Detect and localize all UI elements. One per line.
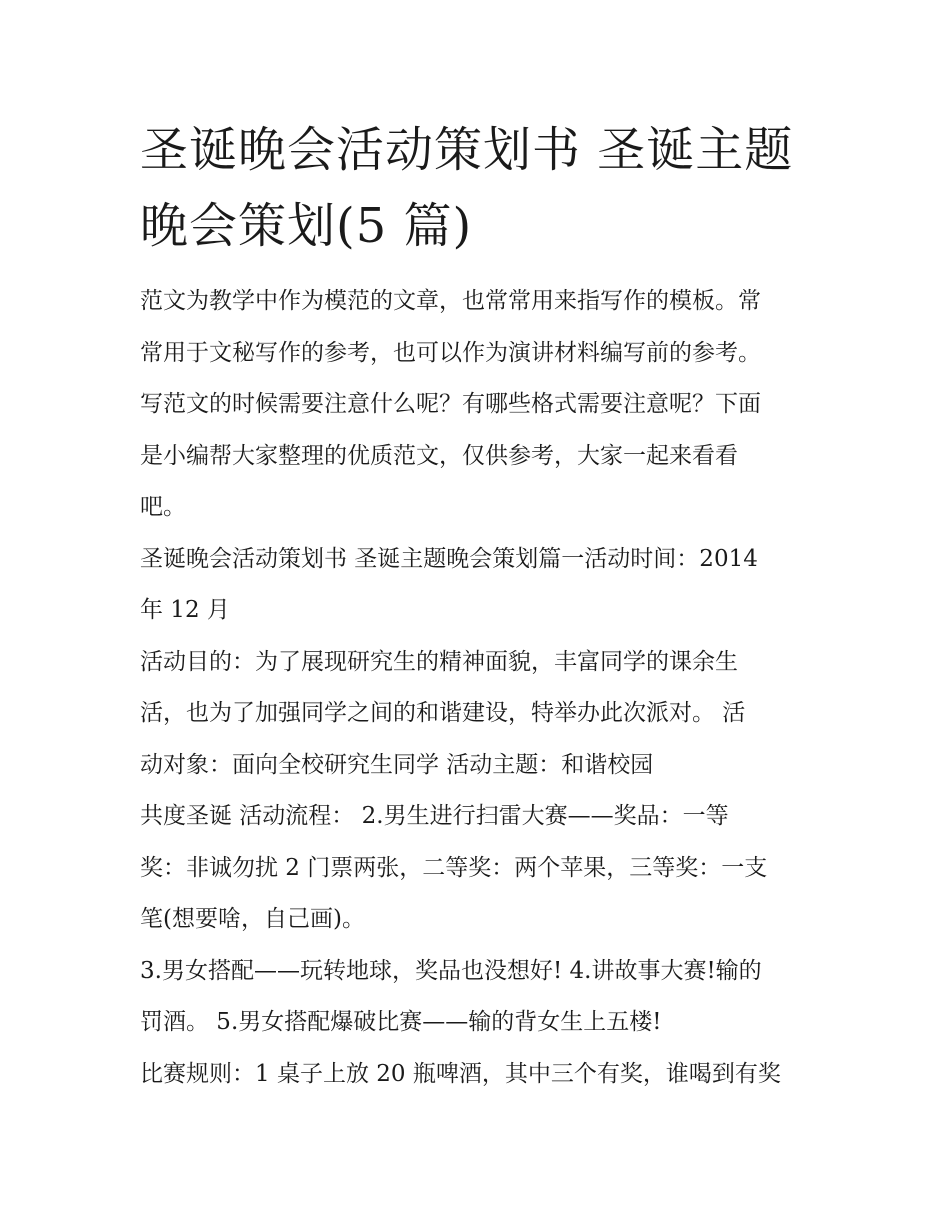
body-line: 笔(想要啥，自己画)。 xyxy=(140,906,365,932)
body-line: 罚酒。 5.男女搭配爆破比赛——输的背女生上五楼! xyxy=(140,1009,662,1035)
body-line: 活，也为了加强同学之间的和谐建设，特举办此次派对。 活 xyxy=(140,700,746,726)
body-line: 比赛规则：1 桌子上放 20 瓶啤酒，其中三个有奖，谁喝到有奖 xyxy=(140,1060,781,1087)
body-line: 是小编帮大家整理的优质范文，仅供参考，大家一起来看看 xyxy=(140,442,738,469)
title-line: 晚会策划(5 篇) xyxy=(140,198,473,254)
body-line: 动对象：面向全校研究生同学 活动主题：和谐校园 xyxy=(140,751,654,778)
body-line: 吧。 xyxy=(140,494,186,520)
body-line: 年 12 月 xyxy=(140,597,230,623)
document-body xyxy=(140,276,820,1100)
body-line: 范文为教学中作为模范的文章，也常常用来指写作的模板。常 xyxy=(140,288,761,314)
body-line: 活动目的：为了展现研究生的精神面貌，丰富同学的课余生 xyxy=(140,648,738,675)
body-line: 常用于文秘写作的参考，也可以作为演讲材料编写前的参考。 xyxy=(140,339,761,366)
document-title xyxy=(140,112,820,264)
document-content xyxy=(140,112,820,1100)
body-line: 3.男女搭配——玩转地球，奖品也没想好! 4.讲故事大赛!输的 xyxy=(140,957,762,984)
title-line: 圣诞晚会活动策划书 圣诞主题 xyxy=(140,122,794,178)
body-line: 圣诞晚会活动策划书 圣诞主题晚会策划篇一活动时间：2014 xyxy=(140,545,758,572)
body-line: 共度圣诞 活动流程： 2.男生进行扫雷大赛——奖品：一等 xyxy=(140,803,729,829)
body-line: 写范文的时候需要注意什么呢？有哪些格式需要注意呢？下面 xyxy=(140,391,761,417)
body-line: 奖：非诚勿扰 2 门票两张，二等奖：两个苹果，三等奖：一支 xyxy=(140,854,768,881)
